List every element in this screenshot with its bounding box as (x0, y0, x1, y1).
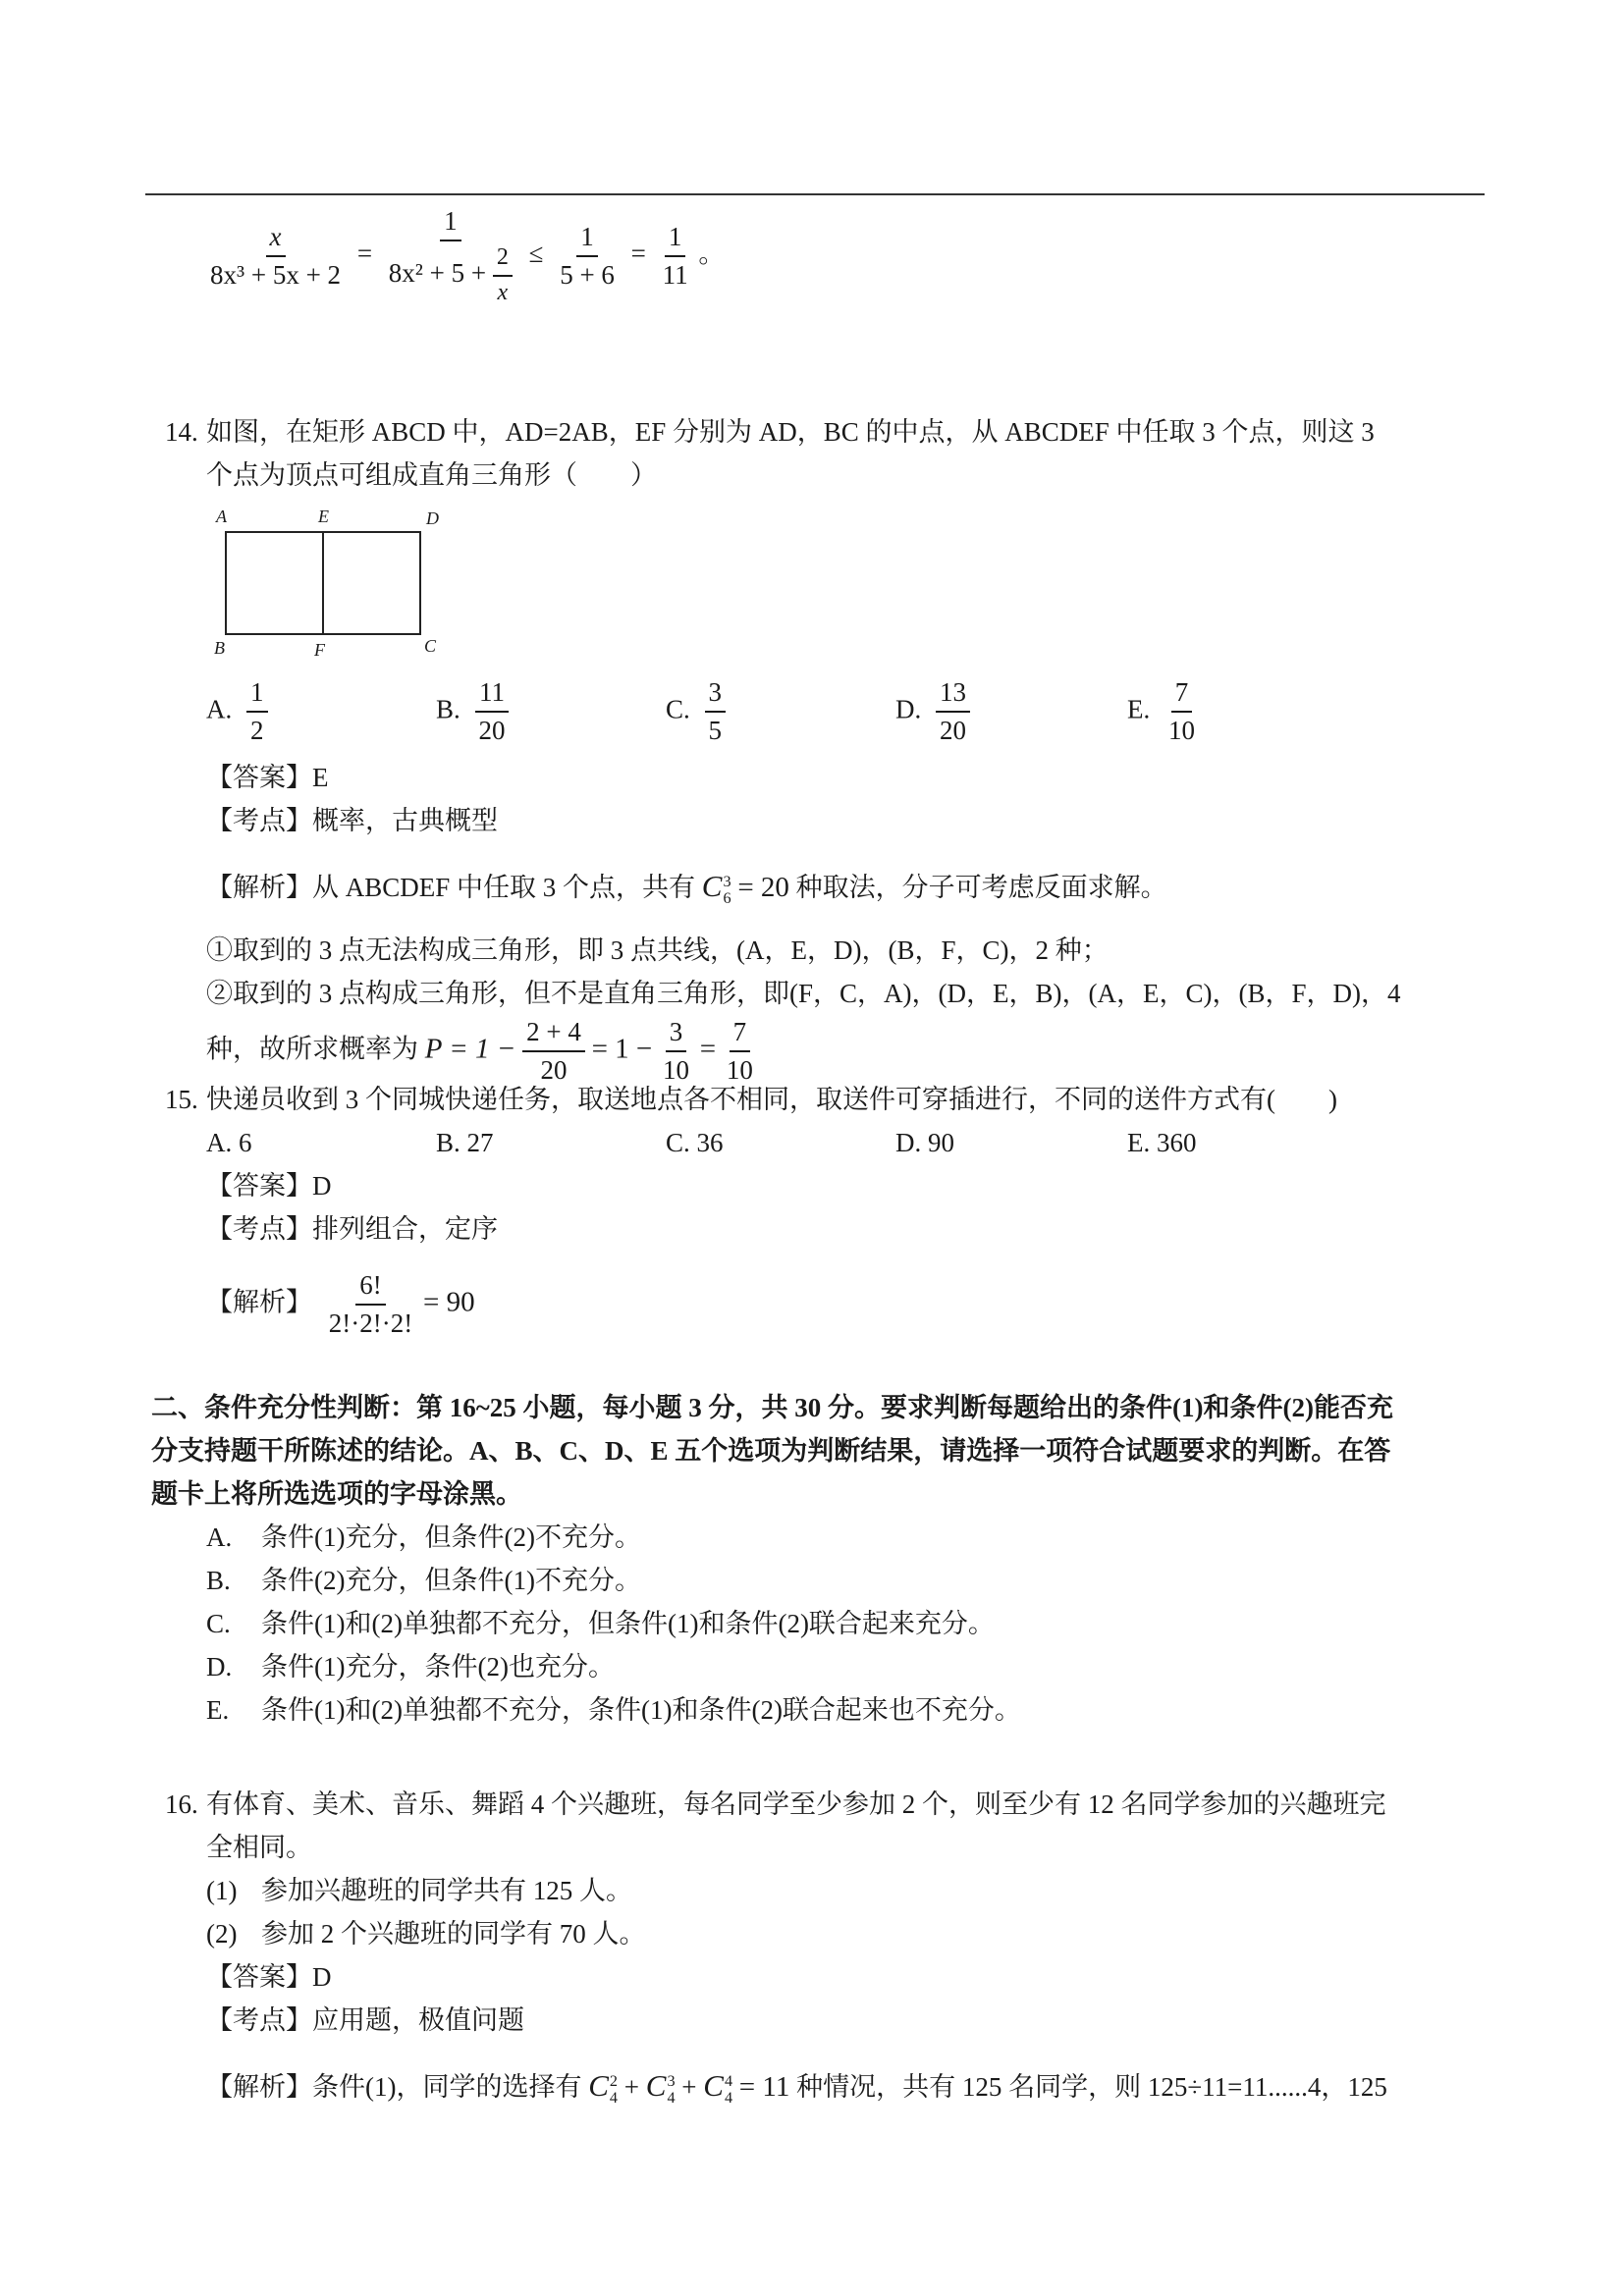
formula-continuation: $\frac{x}{\text{8x³ + 5x + 2}}$ = 1 8x² + 5 + $\frac{2}{x}$ ≤ $\frac{1}{5 + 6}$ = $\frac{1}{11}$ 。 (206, 206, 725, 306)
fraction: $\frac{3}{5}$ (705, 677, 727, 746)
fraction: $\frac{11}{20}$ (475, 677, 510, 746)
point-label: D (426, 508, 439, 528)
point-label: A (216, 507, 227, 526)
option-d: D. 90 (895, 1128, 954, 1157)
header-rule (145, 193, 1485, 195)
option-d: D. $\frac{13}{20}$ (895, 677, 970, 746)
option-b: B. $\frac{11}{20}$ (436, 677, 510, 746)
fraction: $\frac{1}{5 + 6}$ (560, 222, 615, 291)
choice-a: A. 条件(1)充分，但条件(2)不充分。 (206, 1522, 641, 1552)
question-number: 15. (165, 1085, 198, 1114)
fraction: $\frac{3}{10}$ (663, 1017, 690, 1086)
condition-1: (1) 参加兴趣班的同学共有 125 人。 (206, 1876, 632, 1905)
point-label: F (314, 640, 325, 660)
option-a: A. 6 (206, 1128, 252, 1157)
section-header: 二、条件充分性判断：第 16~25 小题，每小题 3 分，共 30 分。要求判断每题给出的条件(1)和条件(2)能否充 (151, 1393, 1394, 1422)
fraction: $\frac{2}{x}$ (493, 244, 513, 306)
point-label: C (424, 636, 437, 656)
analysis: 【解析】条件(1)，同学的选择有 C 2 4 + C 3 4 + C 4 4 = 11 种情况，共有 125 名同学，则 125÷11=11......4，125 (206, 2068, 1387, 2107)
analysis-case-2: ②取到的 3 点构成三角形，但不是直角三角形，即(F，C，A)，(D，E，B)，(A，E，C)，(B，F，D)，4 (206, 979, 1401, 1008)
fraction: $\frac{6!}{2!\cdot 2!\cdot 2!}$ (328, 1270, 413, 1339)
rectangle-figure (208, 503, 454, 660)
knowledge-point: 【考点】概率，古典概型 (206, 806, 498, 835)
option-c: C. 36 (666, 1128, 724, 1157)
fraction: $\frac{7}{10}$ (726, 1017, 753, 1086)
fraction: $\frac{7}{10}$ (1168, 677, 1195, 746)
choice-d: D. 条件(1)充分，条件(2)也充分。 (206, 1652, 615, 1682)
answer: 【答案】D (206, 1962, 332, 1992)
option-e: E. 360 (1127, 1128, 1197, 1157)
analysis-case-1: ①取到的 3 点无法构成三角形，即 3 点共线，(A，E，D)，(B，F，C)，2 种； (206, 935, 1109, 965)
option-a: A. $\frac{1}{2}$ (206, 677, 268, 746)
option-e: E. $\frac{7}{10}$ (1127, 677, 1199, 746)
knowledge-point: 【考点】排列组合，定序 (206, 1214, 498, 1244)
question-number: 14. (165, 417, 198, 447)
question-text: 全相同。 (206, 1833, 312, 1862)
fraction: 1 8x² + 5 + $\frac{2}{x}$ (385, 206, 516, 306)
condition-2: (2) 参加 2 个兴趣班的同学有 70 人。 (206, 1919, 646, 1949)
question-text: 快递员收到 3 个同城快递任务，取送地点各不相同，取送件可穿插进行，不同的送件方式有( ) (206, 1085, 1337, 1114)
fraction: $\frac{13}{20}$ (936, 677, 970, 746)
answer: 【答案】D (206, 1171, 332, 1201)
choice-c: C. 条件(1)和(2)单独都不充分，但条件(1)和条件(2)联合起来充分。 (206, 1609, 995, 1638)
fraction: $\frac{2 + 4}{20}$ (522, 1017, 585, 1086)
rectangle-diagram (208, 503, 454, 650)
question-text: 个点为顶点可组成直角三角形（ ） (206, 460, 657, 490)
section-header: 分支持题干所陈述的结论。A、B、C、D、E 五个选项为判断结果，请选择一项符合试题要求的判断。在答 (151, 1436, 1391, 1466)
section-header: 题卡上将所选选项的字母涂黑。 (151, 1479, 522, 1509)
choice-b: B. 条件(2)充分，但条件(1)不充分。 (206, 1566, 641, 1595)
analysis-final: 种，故所求概率为 P = 1 − $\frac{2 + 4}{20}$ = 1 − $\frac{3}{10}$ = $\frac{7}{10}$ (206, 1017, 757, 1086)
question-text: 如图，在矩形 ABCD 中，AD=2AB，EF 分别为 AD，BC 的中点，从 ABCDEF 中任取 3 个点，则这 3 (206, 417, 1375, 447)
fraction: $\frac{1}{11}$ (662, 222, 688, 291)
knowledge-point: 【考点】应用题，极值问题 (206, 2005, 524, 2035)
answer: 【答案】E (206, 763, 329, 792)
analysis: 【解析】从 ABCDEF 中任取 3 个点，共有 C 3 6 = 20 种取法，分子可考虑反面求解。 (206, 869, 1167, 907)
choice-e: E. 条件(1)和(2)单独都不充分，条件(1)和条件(2)联合起来也不充分。 (206, 1695, 1021, 1725)
fraction: $\frac{x}{\text{8x³ + 5x + 2}}$ (210, 222, 342, 291)
point-label: E (318, 507, 329, 526)
option-c: C. $\frac{3}{5}$ (666, 677, 726, 746)
point-label: B (214, 638, 225, 658)
question-text: 有体育、美术、音乐、舞蹈 4 个兴趣班，每名同学至少参加 2 个，则至少有 12 名同学参加的兴趣班完 (206, 1789, 1386, 1819)
option-b: B. 27 (436, 1128, 494, 1157)
question-number: 16. (165, 1789, 198, 1819)
fraction: $\frac{1}{2}$ (246, 677, 268, 746)
analysis: 【解析】 $\frac{6!}{2!\cdot 2!\cdot 2!}$ = 90 (206, 1270, 475, 1339)
